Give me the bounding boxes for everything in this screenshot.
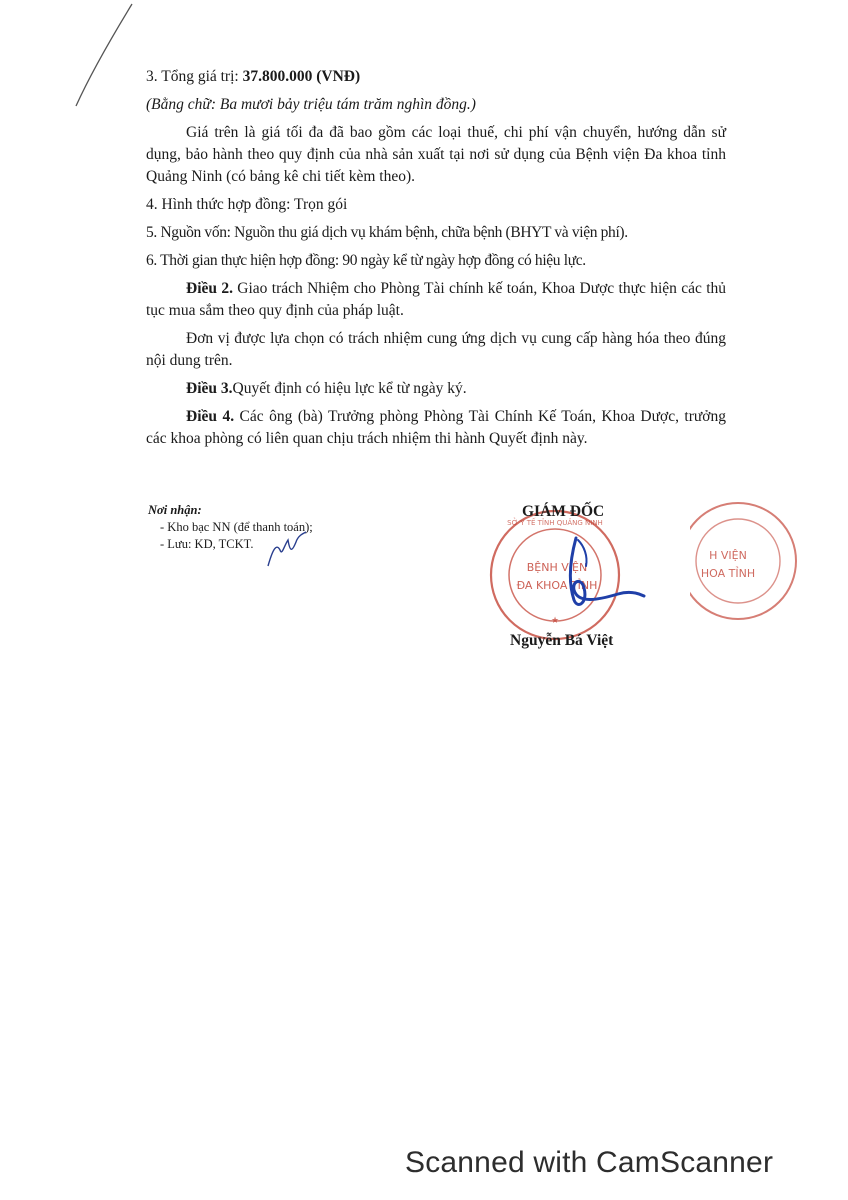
svg-text:HOA TỈNH: HOA TỈNH (700, 567, 756, 580)
decision-body (146, 66, 726, 456)
stamp-text-line1: BỆNH VIỆN (526, 561, 588, 574)
handwritten-signature-icon (548, 520, 648, 620)
signer-name: Nguyễn Bá Việt (510, 632, 614, 649)
contract-form: 4. Hình thức hợp đồng: Trọn gói (146, 196, 348, 213)
recipients-title: Nơi nhận: (148, 503, 202, 517)
price-note: Giá trên là giá tối đa đã bao gồm các loại thuế, chi phí vận chuyển, hướng dẫn sử dụng, bảo hành theo quy định của nhà sản xuất tại nơi sử dụng của Bệnh viện Đa khoa tỉnh Quảng Ninh (có bảng kê chi tiết kèm theo). (146, 124, 726, 185)
article-2 (146, 278, 726, 322)
total-value-label: 3. Tổng giá trị: (146, 68, 243, 85)
article-4-label: Điều 4. (186, 408, 235, 425)
recipient-line: - Kho bạc NN (để thanh toán); (160, 520, 313, 534)
article-3-text: Quyết định có hiệu lực kể từ ngày ký. (232, 380, 467, 397)
stamp-ring-text: SỞ Y TẾ TỈNH QUẢNG NINH (507, 519, 603, 527)
contractor-note: Đơn vị được lựa chọn có trách nhiệm cung ứng dịch vụ cung cấp hàng hóa theo đúng nội dung trên. (146, 330, 726, 369)
scan-fold-line (70, 0, 140, 110)
svg-text:★: ★ (550, 615, 560, 625)
initial-mark (262, 522, 312, 572)
article-4-text: Các ông (bà) Trưởng phòng Phòng Tài Chính Kế Toán, Khoa Dược, trưởng các khoa phòng có liên quan chịu trách nhiệm thi hành Quyết định này. (146, 408, 727, 447)
camscanner-watermark: Scanned with CamScanner (405, 1146, 774, 1179)
article-2-label: Điều 2. (186, 280, 233, 297)
total-value-amount: 37.800.000 (VNĐ) (242, 68, 361, 85)
director-title: GIÁM ĐỐC (522, 503, 605, 520)
svg-text:H VIỆN: H VIỆN (709, 549, 747, 562)
contract-duration: 6. Thời gian thực hiện hợp đồng: 90 ngày kể từ ngày hợp đồng có hiệu lực. (146, 252, 586, 269)
article-3 (146, 378, 726, 400)
overlap-stamp-icon (690, 497, 800, 627)
article-2-text: Giao trách Nhiệm cho Phòng Tài chính kế toán, Khoa Dược thực hiện các thủ tục mua sắm theo quy định của pháp luật. (146, 280, 726, 319)
recipient-line: - Lưu: KD, TCKT. (160, 537, 254, 551)
stamp-text-line2: ĐA KHOA TỈNH (516, 579, 598, 592)
article-3-label: Điều 3. (186, 380, 233, 397)
total-value-in-words: (Bằng chữ: Ba mươi bảy triệu tám trăm nghìn đồng.) (146, 96, 476, 113)
total-value-line (146, 66, 726, 88)
funding-source: 5. Nguồn vốn: Nguồn thu giá dịch vụ khám bệnh, chữa bệnh (BHYT và viện phí). (146, 224, 628, 241)
article-4 (146, 406, 726, 450)
